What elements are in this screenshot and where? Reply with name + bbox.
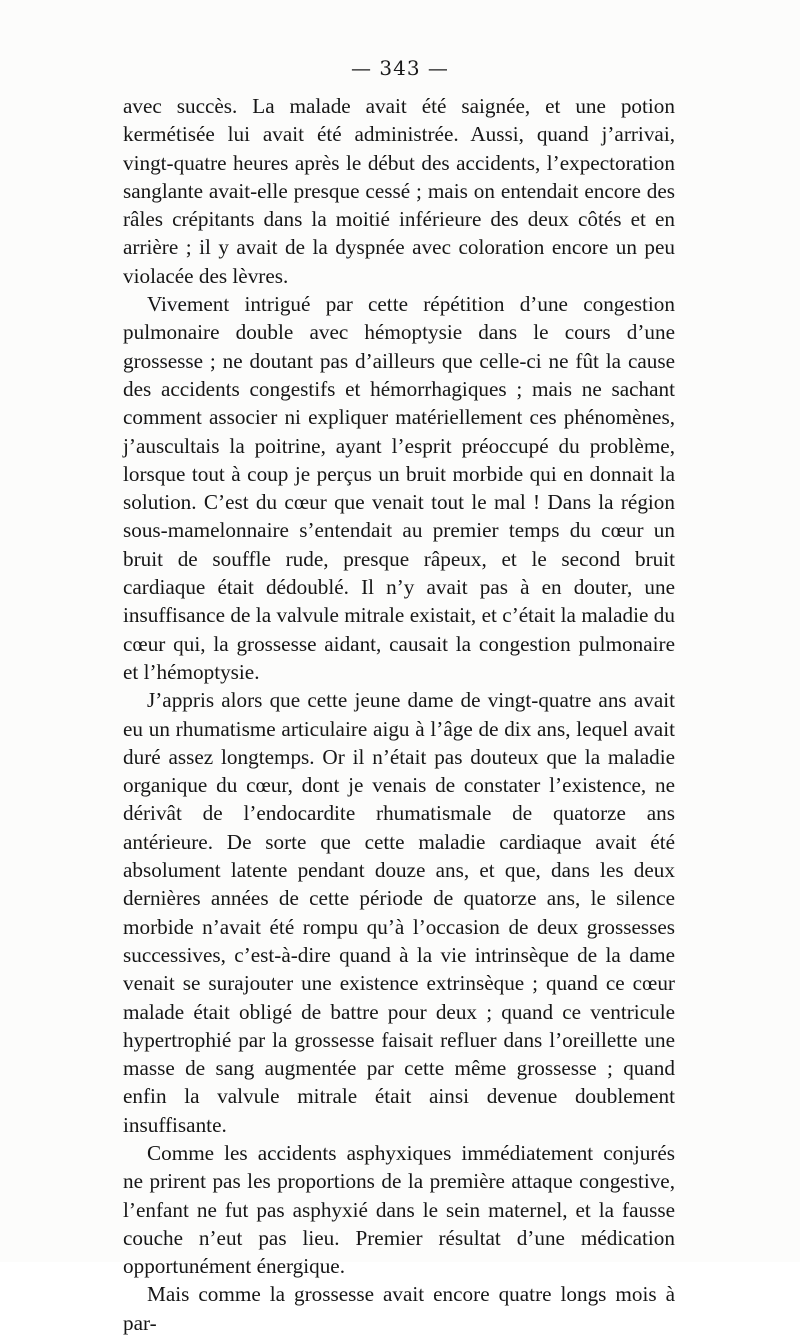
paragraph-2: Vivement intrigué par cette répétition d’une congestion pulmonaire double avec hémoptysie dans le cours d’une grossesse ; ne doutant pas d’ailleurs que celle-ci ne fût la cause des accidents congestifs et hémorrhagiques ; mais ne sachant comment associer ni expliquer matériellement ces phénomènes, j’auscultais la poitrine, ayant l’esprit préoccupé du problème, lorsque tout à coup je perçus un bruit morbide qui en donnait la solution. C’est du cœur que venait tout le mal ! Dans la région sous-mamelonnaire s’entendait au premier temps du cœur un bruit de souffle rude, presque râpeux, et le second bruit cardiaque était dédoublé. Il n’y avait pas à en douter, une insuffisance de la valvule mitrale existait, et c’était la maladie du cœur qui, la grossesse aidant, causait la congestion pulmonaire et l’hémoptysie.	[123, 292, 675, 684]
paragraph-5: Mais comme la grossesse avait encore quatre longs mois à par-	[123, 1282, 675, 1335]
paragraph-1: avec succès. La malade avait été saignée, et une potion kermétisée lui avait été administrée. Aussi, quand j’arrivai, vingt-quatre heures après le début des accidents, l’expectoration sanglante avait-elle presque cessé ; mais on entendait encore des râles crépitants dans la moitié inférieure des deux côtés et en arrière ; il y avait de la dyspnée avec coloration encore un peu violacée des lèvres.	[123, 94, 675, 288]
body-text	[123, 92, 675, 1337]
page-number: — 343 —	[351, 56, 449, 80]
paragraph-4: Comme les accidents asphyxiques immédiatement conjurés ne prirent pas les proportions de la première attaque congestive, l’enfant ne fut pas asphyxié dans le sein maternel, et la fausse couche n’eut pas lieu. Premier résultat d’une médication opportunément énergique.	[123, 1140, 675, 1279]
paragraph-3: J’appris alors que cette jeune dame de vingt-quatre ans avait eu un rhumatisme articulaire aigu à l’âge de dix ans, lequel avait duré assez longtemps. Or il n’était pas douteux que la maladie organique du cœur, dont je venais de constater l’existence, ne dérivât de l’endocardite rhumatismale de quatorze ans antérieure. De sorte que cette maladie cardiaque avait été absolument latente pendant douze ans, et que, dans les deux dernières années de cette période de quatorze ans, le silence morbide n’avait été rompu qu’à l’occasion de deux grossesses successives, c’est-à-dire quand à la vie intrinsèque de la dame venait se surajouter une existence extrinsèque ; quand ce cœur malade était obligé de battre pour deux ; quand ce ventricule hypertrophié par la grossesse faisait refluer dans l’oreillette une masse de sang augmentée par cette même grossesse ; quand enfin la valvule mitrale était ainsi devenue doublement insuffisante.	[123, 688, 675, 1137]
